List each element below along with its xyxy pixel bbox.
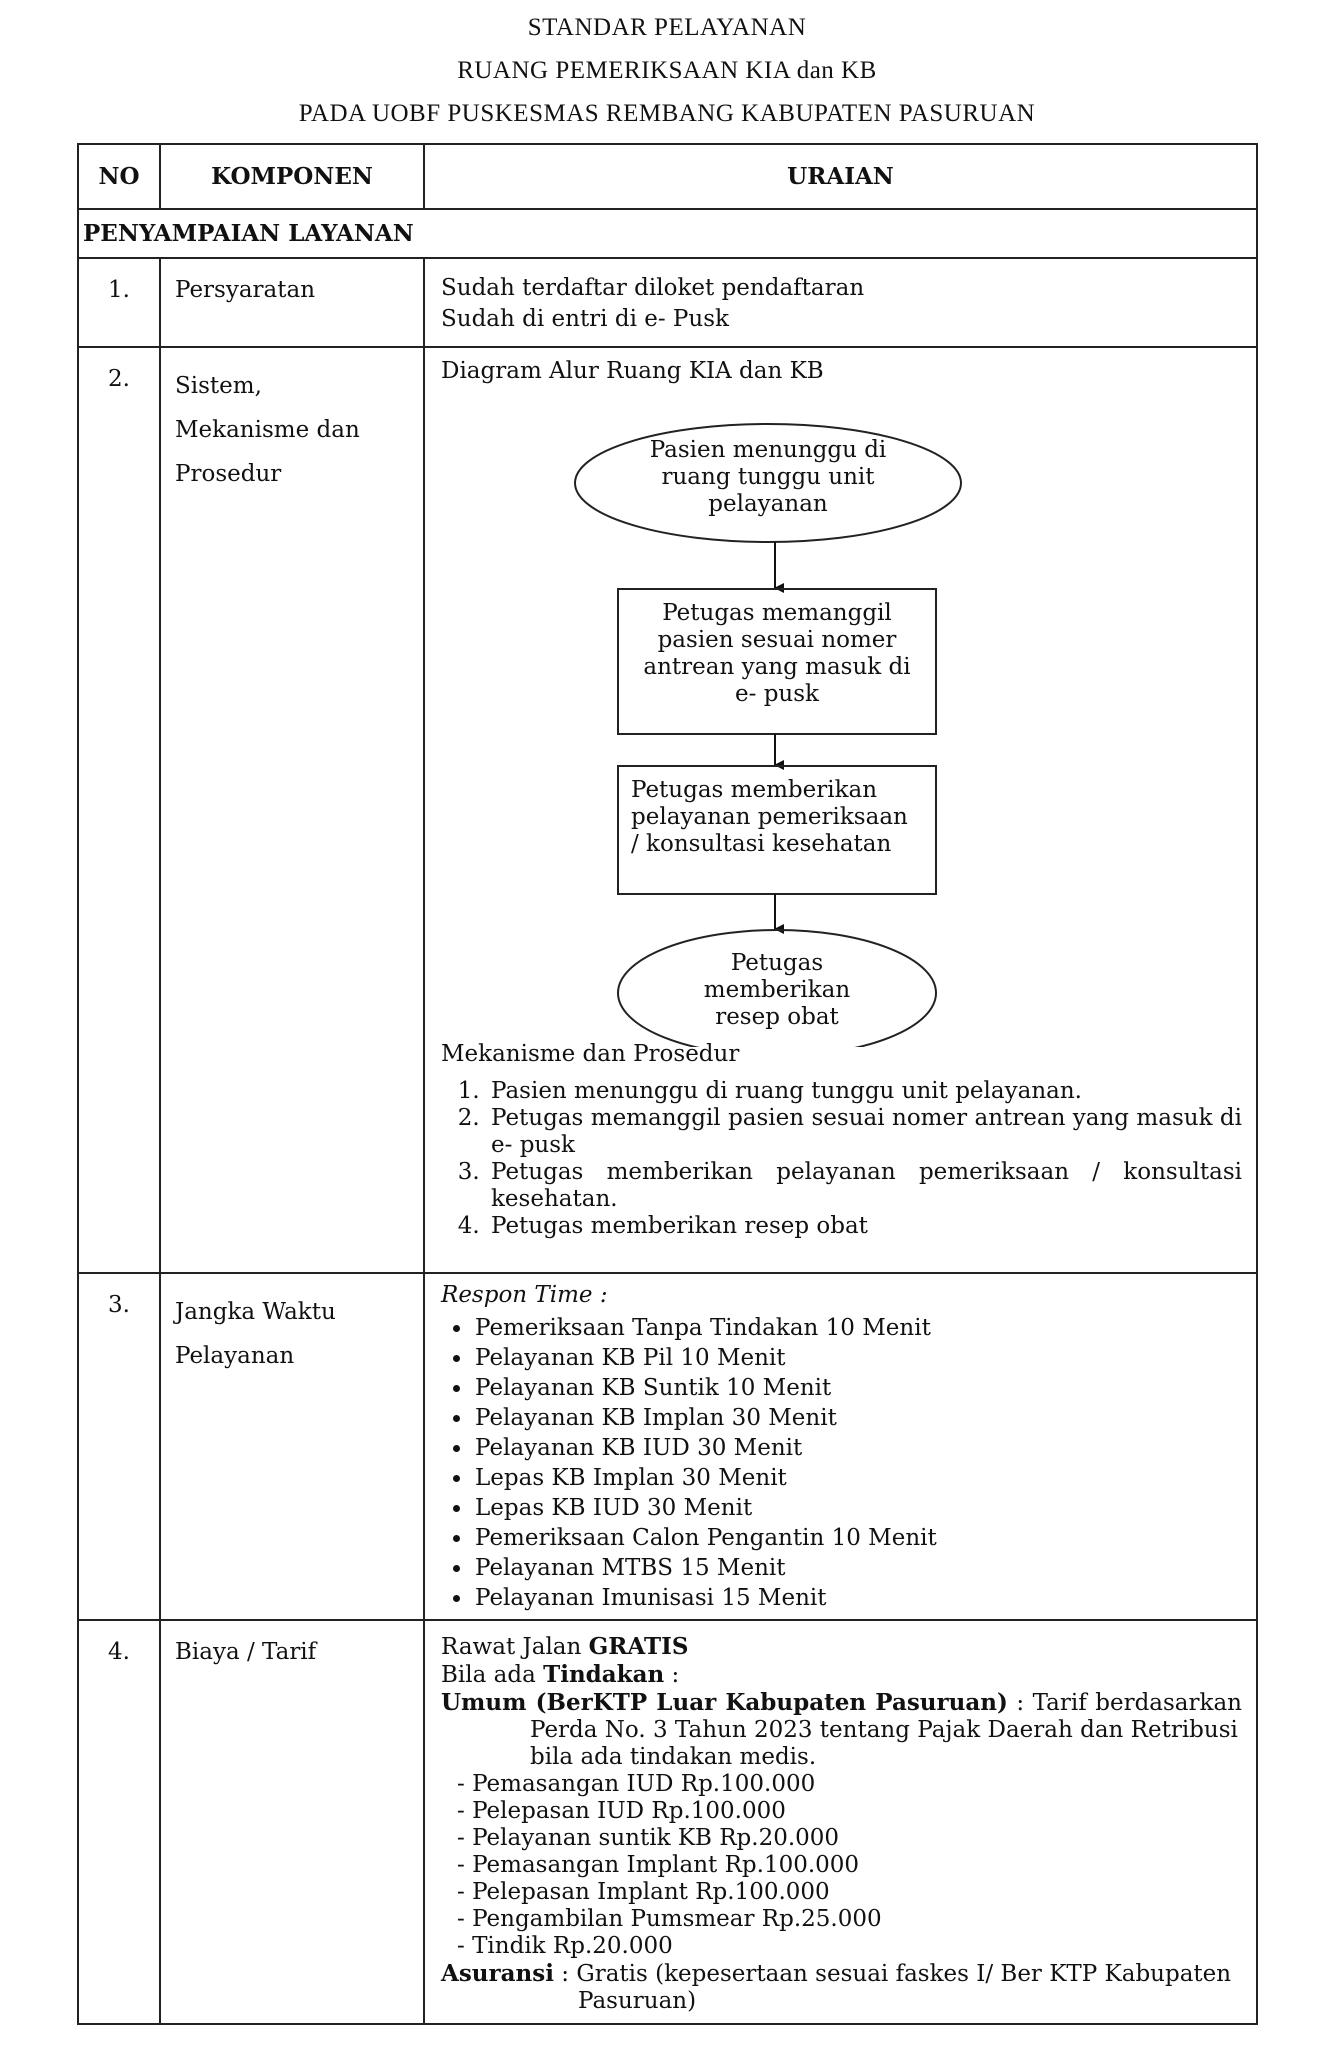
service-standard-table xyxy=(77,143,1258,2025)
umum-detail-line: Perda No. 3 Tahun 2023 tentang Pajak Daerah dan Retribusi xyxy=(530,1717,1238,1743)
umum-detail-line: bila ada tindakan medis. xyxy=(530,1744,817,1770)
header-no: NO xyxy=(78,144,160,209)
row-komponen xyxy=(160,347,424,1273)
tarif-item: - Pengambilan Pumsmear Rp.25.000 xyxy=(457,1906,882,1932)
doc-title-2: RUANG PEMERIKSAAN KIA dan KB xyxy=(457,57,877,84)
list-item: • Pelayanan MTBS 15 Menit xyxy=(473,1553,1242,1583)
section-row xyxy=(78,209,1257,258)
list-item: 3. Petugas memberikan pelayanan pemeriksaan / konsultasi kesehatan. xyxy=(487,1159,1242,1213)
list-item: • Pelayanan KB Pil 10 Menit xyxy=(473,1343,1242,1373)
flow-diagram xyxy=(441,387,1242,1047)
flow-start-label: Pasien menunggu di ruang tunggu unit pelayanan xyxy=(649,437,887,517)
flow-step-2-label: Petugas memberikan pelayanan pemeriksaan / konsultasi kesehatan xyxy=(631,777,908,857)
komponen-line: Prosedur xyxy=(175,461,282,487)
row-uraian xyxy=(424,258,1257,347)
list-item: 1. Pasien menunggu di ruang tunggu unit pelayanan. xyxy=(487,1078,1242,1105)
rawat-jalan-line: Rawat Jalan GRATIS xyxy=(441,1633,689,1660)
list-item: • Pelayanan KB Implan 30 Menit xyxy=(473,1403,1242,1433)
flow-step-1-label: Petugas memanggil pasien sesuai nomer antrean yang masuk di e- pusk xyxy=(643,600,911,707)
bila-tindakan-line: Bila ada Tindakan : xyxy=(441,1661,680,1688)
list-item: • Lepas KB Implan 30 Menit xyxy=(473,1463,1242,1493)
table-header-row xyxy=(78,144,1257,209)
tarif-item: - Pemasangan IUD Rp.100.000 xyxy=(457,1771,816,1797)
row-number: 3. xyxy=(78,1273,160,1620)
row-number: 4. xyxy=(78,1620,160,2024)
row-uraian xyxy=(424,347,1257,1273)
komponen-line: Mekanisme dan xyxy=(175,417,360,443)
respon-time-label: Respon Time : xyxy=(441,1282,608,1308)
tarif-item: - Pemasangan Implant Rp.100.000 xyxy=(457,1852,860,1878)
mekanisme-list xyxy=(441,1078,1242,1240)
requirement-line: Sudah di entri di e- Pusk xyxy=(441,306,729,332)
header-komponen: KOMPONEN xyxy=(160,144,424,209)
asuransi-line: Asuransi : Gratis (kepesertaan sesuai faskes I/ Ber KTP Kabupaten xyxy=(441,1960,1232,1987)
list-item: 2. Petugas memanggil pasien sesuai nomer antrean yang masuk di e- pusk xyxy=(487,1105,1242,1159)
list-item: • Lepas KB IUD 30 Menit xyxy=(473,1493,1242,1523)
komponen-line: Sistem, xyxy=(175,373,262,399)
list-item: • Pelayanan KB Suntik 10 Menit xyxy=(473,1373,1242,1403)
tarif-item: - Pelepasan Implant Rp.100.000 xyxy=(457,1879,830,1905)
doc-title-1: STANDAR PELAYANAN xyxy=(527,14,807,41)
flow-end-label: Petugas memberikan resep obat xyxy=(703,950,851,1030)
diagram-title: Diagram Alur Ruang KIA dan KB xyxy=(441,358,824,384)
table-row xyxy=(78,1273,1257,1620)
komponen-line: Jangka Waktu xyxy=(175,1299,336,1325)
requirement-line: Sudah terdaftar diloket pendaftaran xyxy=(441,275,865,301)
row-komponen: Persyaratan xyxy=(160,258,424,347)
row-number: 2. xyxy=(78,347,160,1273)
section-title: PENYAMPAIAN LAYANAN xyxy=(78,209,1257,258)
row-komponen xyxy=(160,1273,424,1620)
umum-line: Umum (BerKTP Luar Kabupaten Pasuruan) : Tarif berdasarkan xyxy=(441,1689,1242,1716)
komponen-line: Pelayanan xyxy=(175,1343,295,1369)
tarif-item: - Pelepasan IUD Rp.100.000 xyxy=(457,1798,786,1824)
list-item: • Pemeriksaan Tanpa Tindakan 10 Menit xyxy=(473,1313,1242,1343)
asuransi-detail-line: Pasuruan) xyxy=(578,1988,697,2014)
row-uraian xyxy=(424,1620,1257,2024)
list-item: • Pelayanan Imunisasi 15 Menit xyxy=(473,1583,1242,1613)
header-uraian: URAIAN xyxy=(424,144,1257,209)
list-item: 4. Petugas memberikan resep obat xyxy=(487,1213,1242,1240)
row-number: 1. xyxy=(78,258,160,347)
table-row xyxy=(78,347,1257,1273)
list-item: • Pelayanan KB IUD 30 Menit xyxy=(473,1433,1242,1463)
mekanisme-title: Mekanisme dan Prosedur xyxy=(441,1041,740,1067)
doc-title-3: PADA UOBF PUSKESMAS REMBANG KABUPATEN PASURUAN xyxy=(298,100,1036,127)
table-row xyxy=(78,1620,1257,2024)
row-komponen: Biaya / Tarif xyxy=(160,1620,424,2024)
list-item: • Pemeriksaan Calon Pengantin 10 Menit xyxy=(473,1523,1242,1553)
row-uraian xyxy=(424,1273,1257,1620)
tarif-item: - Pelayanan suntik KB Rp.20.000 xyxy=(457,1825,840,1851)
tarif-item: - Tindik Rp.20.000 xyxy=(457,1933,673,1959)
respon-time-list xyxy=(441,1313,1242,1613)
table-row xyxy=(78,258,1257,347)
